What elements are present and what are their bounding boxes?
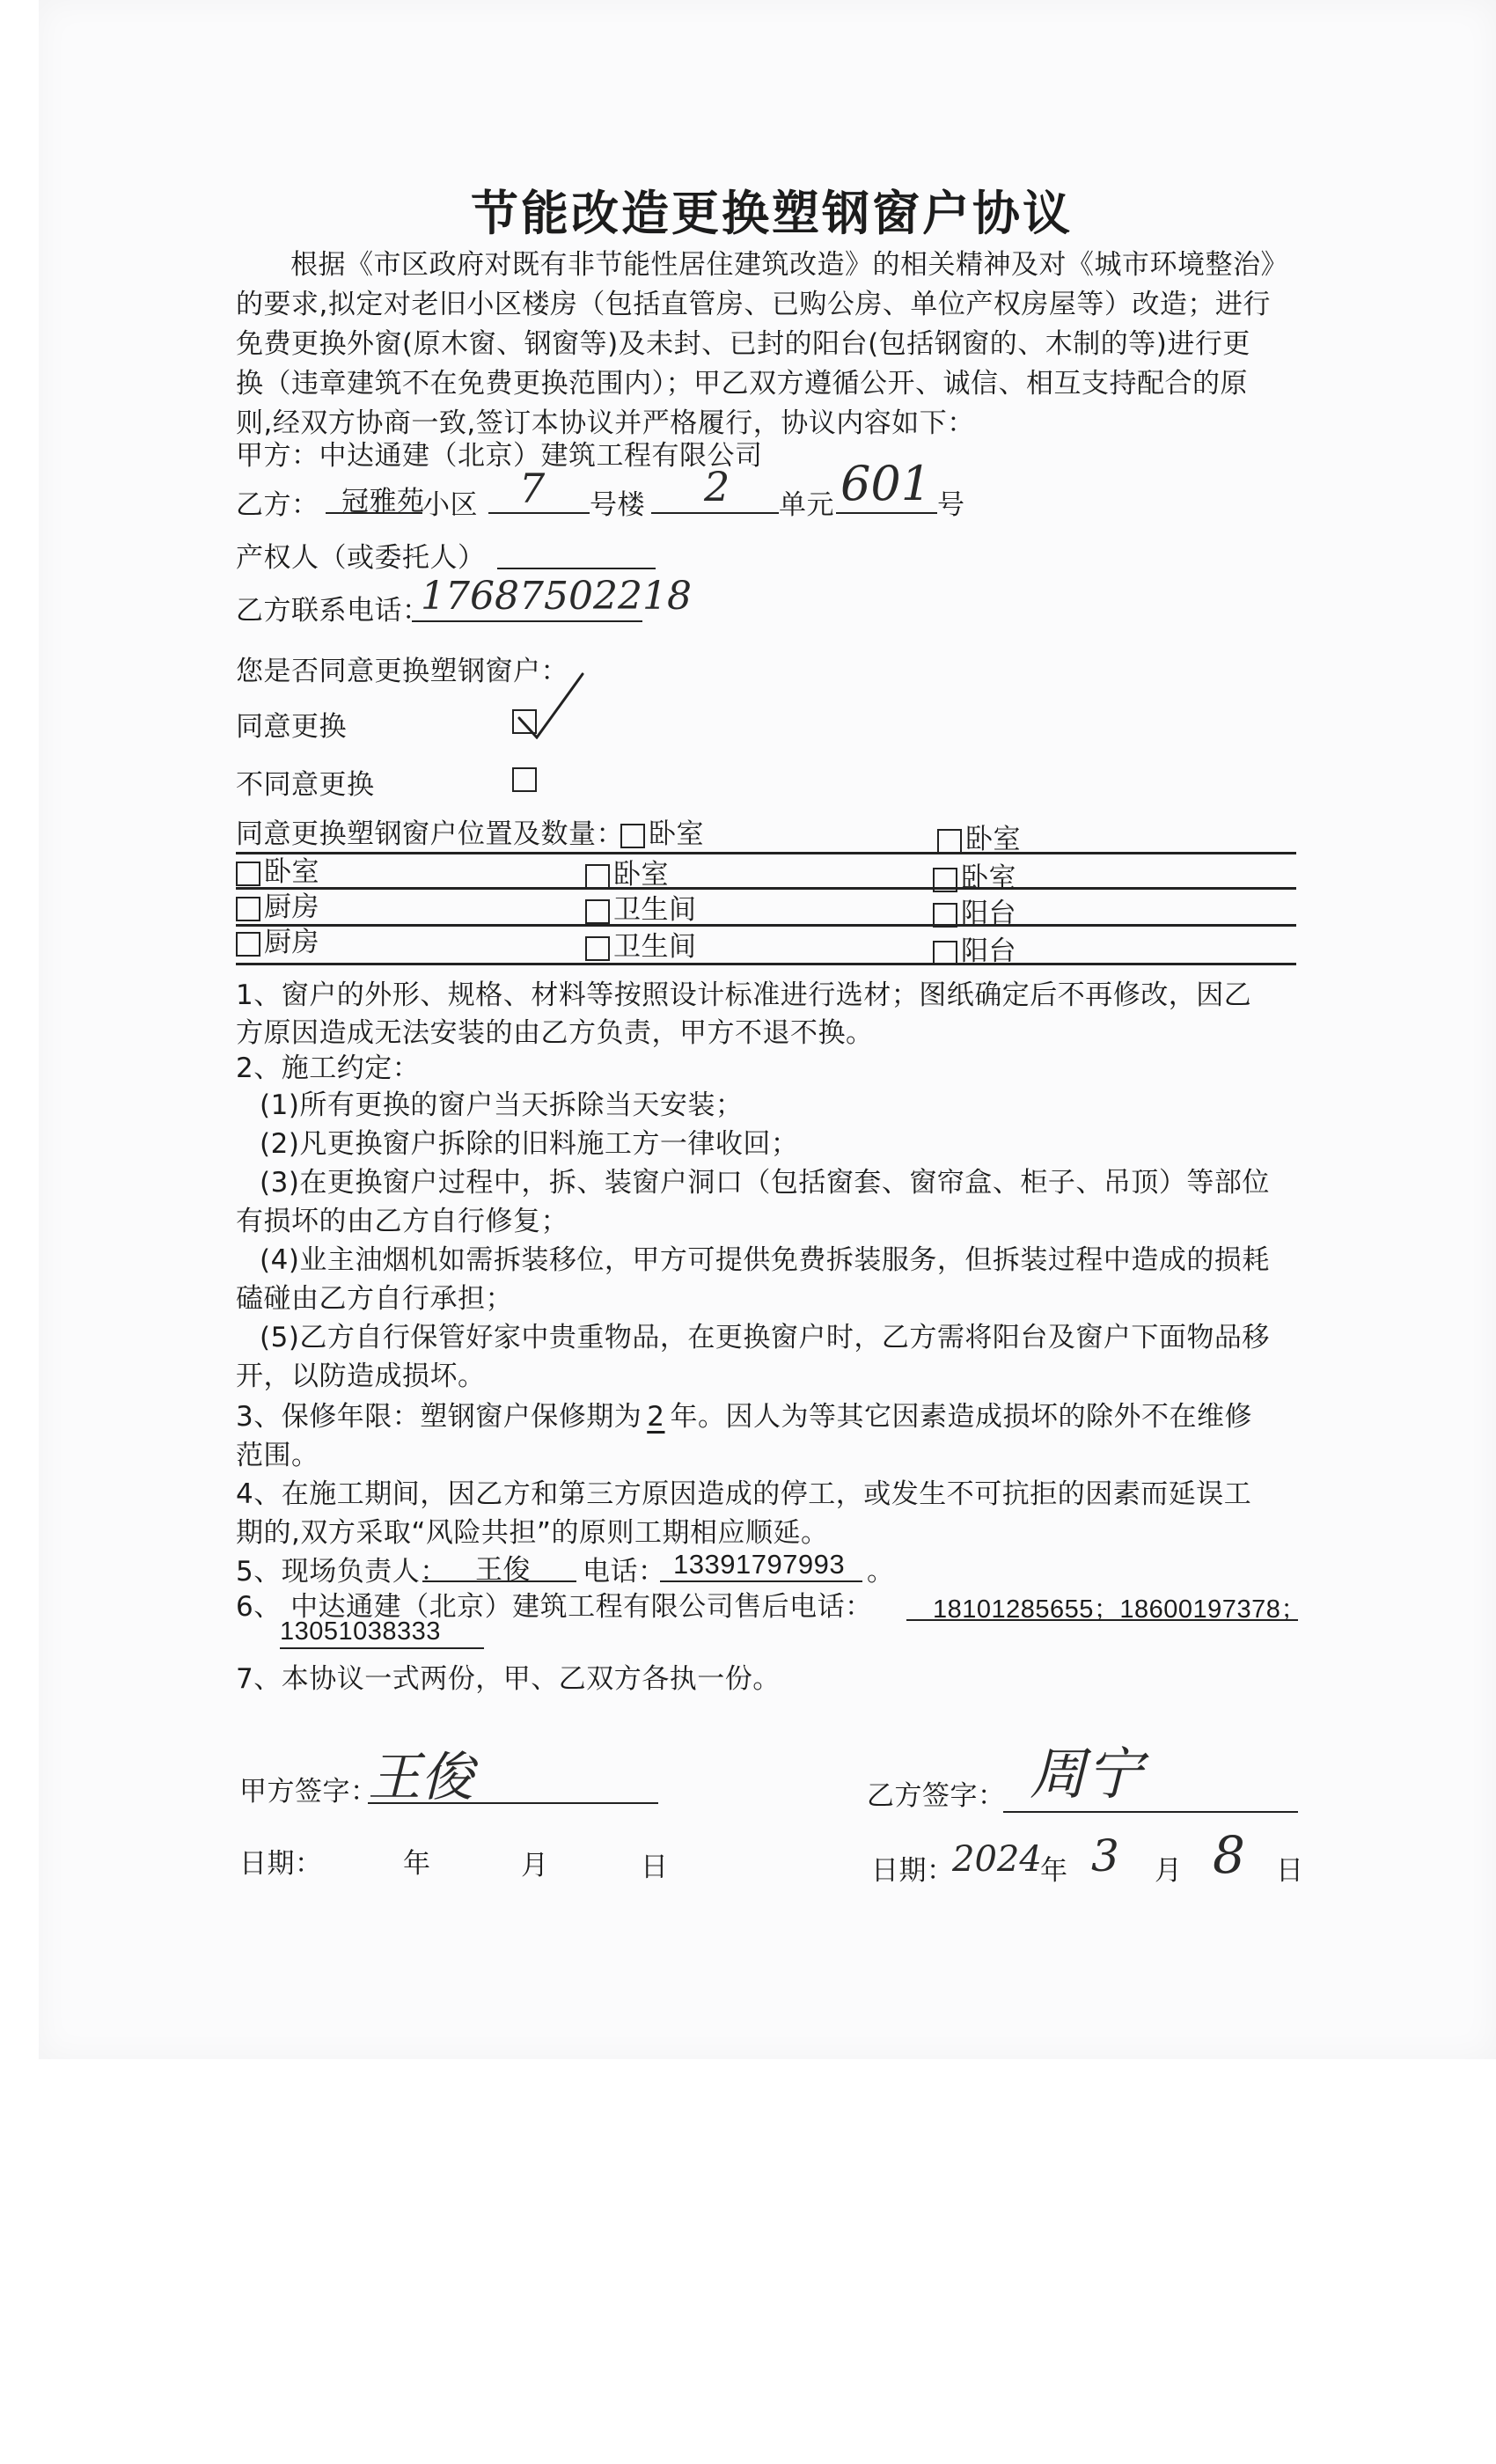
intro-line-5: 则,经双方协商一致,签订本协议并严格履行，协议内容如下： — [236, 407, 975, 439]
unit-suffix: 单元 — [779, 489, 834, 521]
clause-4-line-1: 4、在施工期间，因乙方和第三方原因造成的停工，或发生不可抗拒的因素而延误工 — [236, 1478, 1252, 1510]
agree-label: 同意更换 — [236, 711, 347, 743]
after-sales-phone-3: 13051038333 — [280, 1617, 441, 1646]
unit-underline — [651, 512, 779, 514]
positions-rule-1 — [236, 852, 1296, 854]
position-r4-c1: 厨房 — [236, 920, 319, 959]
positions-label: 同意更换塑钢窗户位置及数量： — [236, 818, 624, 850]
party-a-signature: 王俊 — [368, 1747, 473, 1808]
party-b-date-month-value: 3 — [1091, 1830, 1119, 1881]
clause-7: 7、本协议一式两份，甲、乙双方各执一份。 — [236, 1663, 781, 1695]
clause-4-line-2: 期的,双方采取“风险共担”的原则工期相应顺延。 — [236, 1517, 829, 1549]
site-manager-phone-underline — [660, 1580, 862, 1582]
clause-3-line-2: 范围。 — [236, 1440, 319, 1471]
party-a — [236, 433, 763, 473]
site-manager-phone: 13391797993 — [673, 1549, 846, 1580]
party-a-label: 甲方： — [236, 440, 319, 472]
clause-6-label: 6、 中达通建（北京）建筑工程有限公司售后电话： — [236, 1591, 873, 1623]
position-r3-c2: 卫生间 — [585, 887, 697, 927]
position-r3-c3: 阳台 — [933, 891, 1016, 930]
site-manager-underline — [422, 1580, 576, 1582]
party-b-date-day: 日 — [1276, 1855, 1304, 1887]
position-r1-c2: 卧室 — [937, 817, 1021, 856]
position-r2-c1: 卧室 — [236, 849, 319, 889]
party-b-date-label: 日期： — [871, 1855, 955, 1887]
position-r2-c2: 卧室 — [585, 852, 669, 891]
clause-2-item-3b: 有损坏的由乙方自行修复； — [236, 1206, 568, 1237]
position-r3-c1: 厨房 — [236, 884, 319, 924]
clause-2-item-2: (2)凡更换窗户拆除的旧料施工方一律收回； — [260, 1128, 799, 1160]
clause-5-phone-label: 电话： — [583, 1556, 666, 1588]
owner-underline — [497, 568, 656, 569]
intro-line-3: 免费更换外窗(原木窗、钢窗等)及未封、已封的阳台(包括钢窗的、木制的等)进行更 — [236, 328, 1250, 360]
community-underline — [326, 512, 422, 514]
room-suffix: 号 — [937, 489, 965, 521]
position-r1-c1: 卧室 — [620, 811, 704, 851]
intro-line-1: 根据《市区政府对既有非节能性居住建筑改造》的相关精神及对《城市环境整治》 — [290, 249, 1288, 281]
after-sales-underline — [906, 1619, 1298, 1621]
party-b-date-year-value: 2024 — [952, 1839, 1042, 1880]
site-manager-name: 王俊 — [475, 1554, 531, 1586]
intro-line-2: 的要求,拟定对老旧小区楼房（包括直管房、已购公房、单位产权房屋等）改造；进行 — [236, 289, 1271, 320]
document-title: 节能改造更换塑钢窗户协议 — [471, 186, 1073, 241]
party-a-date-label: 日期： — [239, 1848, 323, 1880]
clause-2-item-4b: 磕碰由乙方自行承担； — [236, 1283, 513, 1315]
party-b-sign-underline — [1003, 1811, 1298, 1813]
clause-5-label: 5、现场负责人： — [236, 1556, 448, 1588]
position-r2-c3: 卧室 — [933, 855, 1016, 895]
position-r4-c3: 阳台 — [933, 928, 1016, 968]
positions-rule-4 — [236, 963, 1296, 965]
building-underline — [488, 512, 590, 514]
room-underline — [836, 512, 937, 514]
clause-2-item-5: (5)乙方自行保管好家中贵重物品，在更换窗户时，乙方需将阳台及窗户下面物品移 — [260, 1322, 1270, 1353]
party-a-value: 中达通建（北京）建筑工程有限公司 — [319, 440, 763, 472]
clause-1-line-1: 1、窗户的外形、规格、材料等按照设计标准进行选材；图纸确定后不再修改，因乙 — [236, 979, 1252, 1011]
party-b-date-day-value: 8 — [1213, 1825, 1245, 1885]
phone-label: 乙方联系电话： — [236, 595, 430, 627]
checkmark-icon — [510, 669, 590, 739]
intro-line-4: 换（违章建筑不在免费更换范围内）；甲乙双方遵循公开、诚信、相互支持配合的原 — [236, 368, 1248, 400]
clause-2-item-3: (3)在更换窗户过程中，拆、装窗户洞口（包括窗套、窗帘盒、柜子、吊顶）等部位 — [260, 1167, 1270, 1199]
party-a-date-month: 月 — [521, 1850, 549, 1881]
unit-number: 2 — [704, 463, 730, 510]
phone-value: 17687502218 — [421, 574, 692, 619]
party-a-date-year: 年 — [403, 1848, 431, 1880]
after-sales-phone-3-underline — [280, 1647, 484, 1649]
clause-2-item-1: (1)所有更换的窗户当天拆除当天安装； — [260, 1089, 744, 1121]
building-number: 7 — [519, 465, 546, 512]
disagree-checkbox[interactable] — [512, 767, 540, 792]
party-a-sign-label: 甲方签字： — [239, 1776, 378, 1808]
clause-2-item-5b: 开，以防造成损坏。 — [236, 1360, 486, 1392]
position-r4-c2: 卫生间 — [585, 924, 697, 964]
party-a-date-day: 日 — [641, 1852, 669, 1883]
clause-2-item-4: (4)业主油烟机如需拆装移位，甲方可提供免费拆装服务，但拆装过程中造成的损耗 — [260, 1244, 1270, 1276]
community-suffix: 小区 — [422, 489, 478, 521]
party-b-label: 乙方： — [236, 489, 319, 521]
consent-question: 您是否同意更换塑钢窗户： — [236, 656, 568, 687]
phone-underline — [412, 620, 642, 622]
after-sales-phones: 18101285655；18600197378； — [933, 1595, 1307, 1624]
party-b-date-year: 年 — [1040, 1855, 1068, 1887]
party-b-date-month: 月 — [1155, 1855, 1183, 1887]
clause-1-line-2: 方原因造成无法安装的由乙方负责，甲方不退不换。 — [236, 1017, 874, 1049]
owner-label: 产权人（或委托人） — [236, 542, 486, 574]
party-b-sign-label: 乙方签字： — [867, 1780, 1006, 1812]
party-a-sign-underline — [368, 1802, 658, 1804]
building-suffix: 号楼 — [590, 489, 645, 521]
clause-5-end: 。 — [867, 1556, 895, 1588]
clause-3-line-1: 3、保修年限：塑钢窗户保修期为 2 年。因人为等其它因素造成损坏的除外不在维修 — [236, 1401, 1252, 1433]
positions-rule-2 — [236, 887, 1296, 890]
positions-rule-3 — [236, 924, 1296, 927]
party-b-signature: 周宁 — [1030, 1742, 1142, 1808]
disagree-label: 不同意更换 — [236, 769, 375, 801]
party-b-community: 冠雅苑 — [341, 486, 425, 517]
room-number: 601 — [840, 456, 932, 511]
warranty-years: 2 — [647, 1401, 665, 1433]
clause-2-heading: 2、施工约定： — [236, 1052, 421, 1084]
